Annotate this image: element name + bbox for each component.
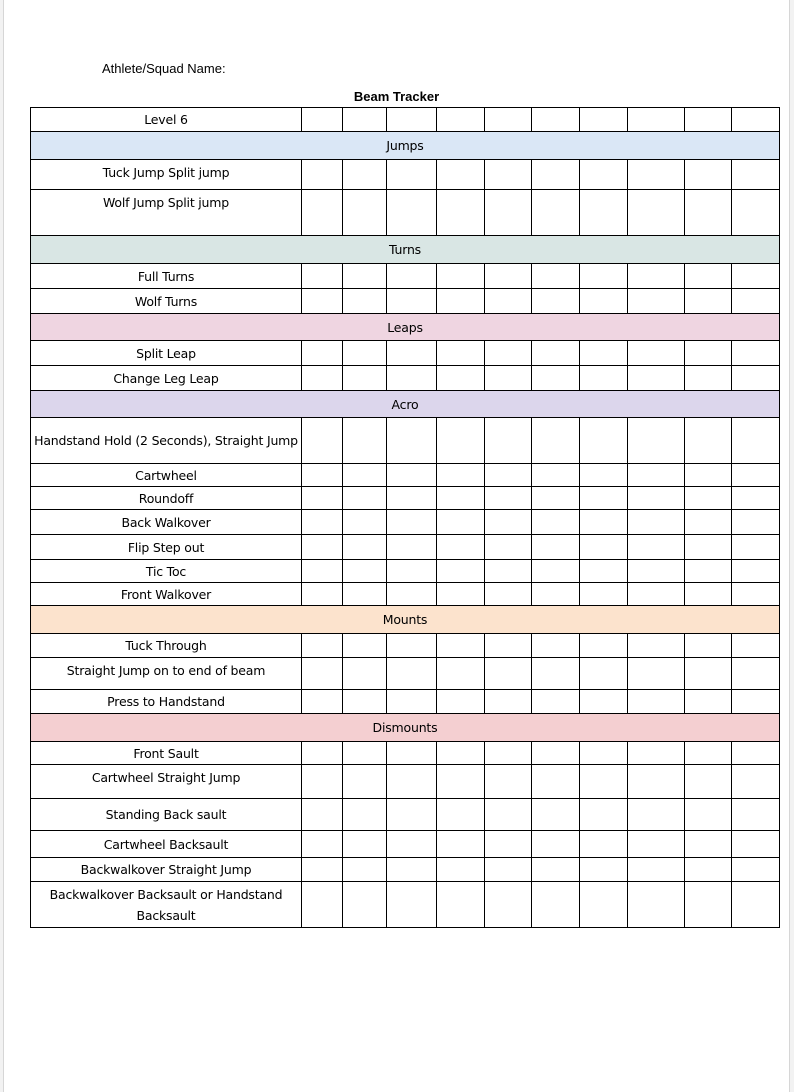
tracking-cell[interactable] [387, 418, 437, 464]
tracking-cell[interactable] [732, 634, 780, 658]
tracking-cell[interactable] [732, 742, 780, 765]
tracking-cell[interactable] [485, 690, 532, 714]
tracking-cell[interactable] [532, 560, 580, 583]
tracking-cell[interactable] [685, 190, 732, 236]
tracking-cell[interactable] [437, 560, 485, 583]
tracking-cell[interactable] [485, 658, 532, 690]
tracking-cell[interactable] [302, 690, 343, 714]
tracking-cell[interactable] [580, 765, 628, 799]
section-title-leaps: Leaps [31, 314, 780, 341]
tracking-cell[interactable] [485, 264, 532, 289]
tracking-cell[interactable] [532, 108, 580, 132]
skill-label: Cartwheel [31, 464, 302, 487]
tracking-cell[interactable] [485, 634, 532, 658]
tracking-cell[interactable] [732, 765, 780, 799]
tracking-cell[interactable] [387, 366, 437, 391]
section-title-turns: Turns [31, 236, 780, 264]
tracking-cell[interactable] [532, 658, 580, 690]
skill-label: Split Leap [31, 341, 302, 366]
tracking-cell[interactable] [437, 742, 485, 765]
skill-label: Tic Toc [31, 560, 302, 583]
tracking-cell[interactable] [387, 690, 437, 714]
tracking-cell[interactable] [628, 341, 685, 366]
tracking-cell[interactable] [580, 560, 628, 583]
tracking-cell[interactable] [628, 108, 685, 132]
tracking-cell[interactable] [302, 831, 343, 858]
tracking-cell[interactable] [485, 765, 532, 799]
tracking-cell[interactable] [532, 160, 580, 190]
tracking-cell[interactable] [302, 583, 343, 606]
tracking-cell[interactable] [628, 366, 685, 391]
tracking-cell[interactable] [732, 160, 780, 190]
section-header-turns [31, 236, 780, 264]
tracking-cell[interactable] [732, 487, 780, 510]
tracking-cell[interactable] [732, 464, 780, 487]
tracking-cell[interactable] [532, 289, 580, 314]
skill-row-backwalkover-backsault-or-handstand-backsault [31, 882, 780, 928]
skill-label: Handstand Hold (2 Seconds), Straight Jump [31, 418, 302, 464]
tracking-cell[interactable] [387, 160, 437, 190]
tracking-cell[interactable] [343, 858, 387, 882]
level-row [31, 108, 780, 132]
tracking-cell[interactable] [387, 831, 437, 858]
tracking-cell[interactable] [343, 658, 387, 690]
tracking-cell[interactable] [580, 341, 628, 366]
tracking-cell[interactable] [485, 882, 532, 928]
tracking-cell[interactable] [387, 634, 437, 658]
tracking-cell[interactable] [532, 366, 580, 391]
skill-label: Backwalkover Straight Jump [31, 858, 302, 882]
tracking-cell[interactable] [485, 831, 532, 858]
tracking-cell[interactable] [302, 190, 343, 236]
tracking-cell[interactable] [387, 341, 437, 366]
tracking-cell[interactable] [302, 289, 343, 314]
tracking-cell[interactable] [532, 535, 580, 560]
tracking-cell[interactable] [387, 535, 437, 560]
tracking-cell[interactable] [387, 799, 437, 831]
tracking-cell[interactable] [732, 858, 780, 882]
tracking-cell[interactable] [485, 487, 532, 510]
skill-label: Cartwheel Straight Jump [31, 765, 302, 799]
tracking-cell[interactable] [532, 831, 580, 858]
tracking-cell[interactable] [437, 765, 485, 799]
tracking-cell[interactable] [532, 882, 580, 928]
skill-row-front-sault [31, 742, 780, 765]
level-label: Level 6 [31, 108, 302, 132]
tracking-cell[interactable] [628, 535, 685, 560]
tracking-cell[interactable] [580, 418, 628, 464]
section-title-acro: Acro [31, 391, 780, 418]
tracking-cell[interactable] [685, 160, 732, 190]
tracking-cell[interactable] [485, 535, 532, 560]
tracking-cell[interactable] [580, 858, 628, 882]
skill-label: Back Walkover [31, 510, 302, 535]
skill-row-cartwheel-straight-jump [31, 765, 780, 799]
tracking-cell[interactable] [485, 289, 532, 314]
tracking-cell[interactable] [302, 882, 343, 928]
page-title: Beam Tracker [353, 89, 440, 104]
tracking-cell[interactable] [628, 658, 685, 690]
tracking-cell[interactable] [387, 510, 437, 535]
tracking-cell[interactable] [302, 366, 343, 391]
skill-row-back-walkover [31, 510, 780, 535]
tracking-cell[interactable] [580, 108, 628, 132]
tracking-cell[interactable] [302, 160, 343, 190]
skill-row-cartwheel [31, 464, 780, 487]
tracking-cell[interactable] [437, 535, 485, 560]
tracking-cell[interactable] [580, 510, 628, 535]
tracking-cell[interactable] [628, 264, 685, 289]
tracking-cell[interactable] [302, 341, 343, 366]
tracking-cell[interactable] [685, 658, 732, 690]
tracking-cell[interactable] [343, 765, 387, 799]
tracking-cell[interactable] [732, 341, 780, 366]
tracking-cell[interactable] [580, 658, 628, 690]
tracking-cell[interactable] [437, 690, 485, 714]
tracking-cell[interactable] [387, 560, 437, 583]
tracking-cell[interactable] [580, 366, 628, 391]
tracking-cell[interactable] [532, 765, 580, 799]
skill-row-tuck-jump-split-jump [31, 160, 780, 190]
skill-row-handstand-hold-2-seconds-straight-jump [31, 418, 780, 464]
tracking-cell[interactable] [437, 831, 485, 858]
tracking-cell[interactable] [437, 882, 485, 928]
skill-row-split-leap [31, 341, 780, 366]
tracking-cell[interactable] [387, 264, 437, 289]
tracking-cell[interactable] [485, 464, 532, 487]
tracking-cell[interactable] [628, 634, 685, 658]
tracking-cell[interactable] [343, 160, 387, 190]
tracking-cell[interactable] [387, 190, 437, 236]
tracking-cell[interactable] [387, 882, 437, 928]
tracking-cell[interactable] [343, 882, 387, 928]
tracking-cell[interactable] [532, 418, 580, 464]
tracking-cell[interactable] [343, 289, 387, 314]
tracking-cell[interactable] [437, 634, 485, 658]
tracking-cell[interactable] [580, 831, 628, 858]
tracking-cell[interactable] [628, 799, 685, 831]
skill-label: Tuck Through [31, 634, 302, 658]
tracking-cell[interactable] [532, 634, 580, 658]
tracking-cell[interactable] [628, 690, 685, 714]
tracking-cell[interactable] [437, 658, 485, 690]
tracking-cell[interactable] [343, 799, 387, 831]
tracking-cell[interactable] [628, 765, 685, 799]
tracking-cell[interactable] [437, 510, 485, 535]
tracking-cell[interactable] [685, 341, 732, 366]
tracking-cell[interactable] [343, 831, 387, 858]
section-title-jumps: Jumps [31, 132, 780, 160]
tracking-cell[interactable] [343, 560, 387, 583]
tracking-cell[interactable] [685, 487, 732, 510]
tracking-cell[interactable] [302, 560, 343, 583]
tracking-cell[interactable] [437, 366, 485, 391]
tracking-cell[interactable] [532, 341, 580, 366]
section-title-dismounts: Dismounts [31, 714, 780, 742]
tracking-cell[interactable] [685, 799, 732, 831]
tracking-cell[interactable] [302, 535, 343, 560]
tracking-cell[interactable] [485, 858, 532, 882]
tracking-cell[interactable] [580, 799, 628, 831]
tracking-cell[interactable] [628, 418, 685, 464]
tracking-cell[interactable] [685, 690, 732, 714]
tracking-cell[interactable] [732, 882, 780, 928]
tracking-cell[interactable] [685, 765, 732, 799]
tracking-cell[interactable] [437, 341, 485, 366]
tracking-cell[interactable] [628, 160, 685, 190]
tracking-cell[interactable] [628, 190, 685, 236]
tracking-cell[interactable] [685, 108, 732, 132]
tracking-cell[interactable] [485, 366, 532, 391]
skill-row-full-turns [31, 264, 780, 289]
tracking-cell[interactable] [732, 799, 780, 831]
tracking-cell[interactable] [628, 510, 685, 535]
skill-row-cartwheel-backsault [31, 831, 780, 858]
tracking-cell[interactable] [532, 858, 580, 882]
section-title-mounts: Mounts [31, 606, 780, 634]
skill-row-standing-back-sault [31, 799, 780, 831]
tracking-cell[interactable] [532, 742, 580, 765]
tracking-cell[interactable] [343, 535, 387, 560]
tracking-cell[interactable] [302, 264, 343, 289]
tracking-cell[interactable] [437, 799, 485, 831]
skill-row-backwalkover-straight-jump [31, 858, 780, 882]
tracking-cell[interactable] [387, 583, 437, 606]
tracking-cell[interactable] [685, 366, 732, 391]
skill-label: Straight Jump on to end of beam [31, 658, 302, 690]
tracking-cell[interactable] [732, 418, 780, 464]
tracking-cell[interactable] [302, 765, 343, 799]
tracking-cell[interactable] [343, 510, 387, 535]
tracking-cell[interactable] [302, 510, 343, 535]
tracking-cell[interactable] [685, 634, 732, 658]
tracking-cell[interactable] [387, 289, 437, 314]
tracking-cell[interactable] [532, 190, 580, 236]
tracking-cell[interactable] [343, 341, 387, 366]
tracking-cell[interactable] [628, 464, 685, 487]
tracking-cell[interactable] [437, 418, 485, 464]
tracking-cell[interactable] [437, 108, 485, 132]
tracking-cell[interactable] [580, 160, 628, 190]
tracking-cell[interactable] [387, 464, 437, 487]
skill-row-straight-jump-on-to-end-of-beam [31, 658, 780, 690]
tracking-cell[interactable] [580, 690, 628, 714]
tracking-cell[interactable] [343, 487, 387, 510]
skill-label: Wolf Turns [31, 289, 302, 314]
tracking-cell[interactable] [580, 190, 628, 236]
skill-row-front-walkover [31, 583, 780, 606]
tracking-cell[interactable] [685, 858, 732, 882]
tracking-cell[interactable] [485, 560, 532, 583]
tracking-cell[interactable] [685, 831, 732, 858]
tracking-cell[interactable] [685, 289, 732, 314]
tracking-cell[interactable] [532, 264, 580, 289]
tracking-cell[interactable] [343, 690, 387, 714]
tracking-cell[interactable] [437, 583, 485, 606]
tracking-cell[interactable] [343, 366, 387, 391]
tracking-cell[interactable] [685, 560, 732, 583]
tracking-cell[interactable] [437, 160, 485, 190]
tracking-cell[interactable] [628, 560, 685, 583]
tracking-cell[interactable] [628, 487, 685, 510]
tracking-cell[interactable] [628, 742, 685, 765]
tracking-cell[interactable] [532, 510, 580, 535]
tracking-cell[interactable] [685, 742, 732, 765]
section-header-leaps [31, 314, 780, 341]
tracking-cell[interactable] [485, 418, 532, 464]
skill-label: Flip Step out [31, 535, 302, 560]
tracking-cell[interactable] [387, 108, 437, 132]
tracking-cell[interactable] [580, 487, 628, 510]
tracking-cell[interactable] [628, 831, 685, 858]
tracking-cell[interactable] [732, 510, 780, 535]
skill-row-flip-step-out [31, 535, 780, 560]
skill-label: Cartwheel Backsault [31, 831, 302, 858]
document-page [3, 0, 790, 1092]
tracking-cell[interactable] [532, 487, 580, 510]
tracking-cell[interactable] [532, 799, 580, 831]
tracking-cell[interactable] [437, 858, 485, 882]
tracking-cell[interactable] [685, 882, 732, 928]
tracking-cell[interactable] [532, 583, 580, 606]
skill-row-tic-toc [31, 560, 780, 583]
tracking-cell[interactable] [302, 742, 343, 765]
skill-label: Tuck Jump Split jump [31, 160, 302, 190]
section-header-mounts [31, 606, 780, 634]
tracking-cell[interactable] [580, 583, 628, 606]
tracking-cell[interactable] [732, 190, 780, 236]
tracking-cell[interactable] [437, 289, 485, 314]
tracking-cell[interactable] [387, 765, 437, 799]
tracking-cell[interactable] [732, 366, 780, 391]
tracking-cell[interactable] [628, 289, 685, 314]
section-header-jumps [31, 132, 780, 160]
tracking-cell[interactable] [580, 535, 628, 560]
tracking-cell[interactable] [685, 418, 732, 464]
section-header-acro [31, 391, 780, 418]
tracking-cell[interactable] [685, 583, 732, 606]
skill-row-tuck-through [31, 634, 780, 658]
tracking-cell[interactable] [302, 858, 343, 882]
tracking-cell[interactable] [302, 464, 343, 487]
tracking-cell[interactable] [732, 831, 780, 858]
skill-row-wolf-turns [31, 289, 780, 314]
skill-label: Standing Back sault [31, 799, 302, 831]
skill-label: Roundoff [31, 487, 302, 510]
tracking-cell[interactable] [387, 742, 437, 765]
skill-label: Wolf Jump Split jump [31, 190, 302, 236]
tracking-cell[interactable] [387, 658, 437, 690]
tracking-cell[interactable] [580, 742, 628, 765]
tracking-cell[interactable] [485, 190, 532, 236]
tracking-cell[interactable] [580, 882, 628, 928]
tracking-cell[interactable] [732, 583, 780, 606]
tracking-cell[interactable] [532, 464, 580, 487]
tracking-cell[interactable] [685, 535, 732, 560]
tracking-cell[interactable] [732, 560, 780, 583]
tracking-cell[interactable] [580, 634, 628, 658]
tracking-cell[interactable] [485, 510, 532, 535]
tracking-cell[interactable] [437, 487, 485, 510]
tracking-cell[interactable] [732, 108, 780, 132]
beam-tracker-table [30, 107, 780, 928]
tracking-cell[interactable] [343, 264, 387, 289]
skill-label: Change Leg Leap [31, 366, 302, 391]
tracking-cell[interactable] [732, 535, 780, 560]
skill-row-wolf-jump-split-jump [31, 190, 780, 236]
tracking-cell[interactable] [343, 583, 387, 606]
tracking-cell[interactable] [580, 289, 628, 314]
tracking-cell[interactable] [580, 464, 628, 487]
tracking-cell[interactable] [343, 464, 387, 487]
tracking-cell[interactable] [485, 799, 532, 831]
tracking-cell[interactable] [580, 264, 628, 289]
tracking-cell[interactable] [302, 658, 343, 690]
tracking-cell[interactable] [343, 418, 387, 464]
tracking-cell[interactable] [732, 264, 780, 289]
skill-row-roundoff [31, 487, 780, 510]
tracking-cell[interactable] [343, 190, 387, 236]
skill-row-change-leg-leap [31, 366, 780, 391]
tracking-cell[interactable] [685, 464, 732, 487]
tracking-cell[interactable] [343, 634, 387, 658]
tracking-cell[interactable] [302, 487, 343, 510]
tracking-cell[interactable] [732, 658, 780, 690]
tracking-cell[interactable] [628, 882, 685, 928]
section-header-dismounts [31, 714, 780, 742]
tracking-cell[interactable] [628, 583, 685, 606]
tracking-cell[interactable] [685, 264, 732, 289]
tracking-cell[interactable] [302, 634, 343, 658]
skill-label: Backwalkover Backsault or Handstand Backsault [31, 882, 302, 928]
skill-label: Front Walkover [31, 583, 302, 606]
tracking-cell[interactable] [302, 418, 343, 464]
skill-label: Front Sault [31, 742, 302, 765]
tracking-cell[interactable] [485, 341, 532, 366]
tracking-cell[interactable] [302, 108, 343, 132]
tracking-cell[interactable] [485, 583, 532, 606]
tracking-cell[interactable] [732, 690, 780, 714]
tracking-cell[interactable] [532, 690, 580, 714]
skill-row-press-to-handstand [31, 690, 780, 714]
skill-label: Press to Handstand [31, 690, 302, 714]
tracking-cell[interactable] [685, 510, 732, 535]
tracking-cell[interactable] [343, 108, 387, 132]
tracking-cell[interactable] [732, 289, 780, 314]
tracking-cell[interactable] [302, 799, 343, 831]
tracking-cell[interactable] [437, 190, 485, 236]
skill-label: Full Turns [31, 264, 302, 289]
tracking-cell[interactable] [437, 264, 485, 289]
athlete-squad-name-label: Athlete/Squad Name: [102, 61, 226, 76]
tracking-cell[interactable] [387, 858, 437, 882]
tracking-cell[interactable] [485, 108, 532, 132]
tracking-cell[interactable] [387, 487, 437, 510]
tracking-cell[interactable] [628, 858, 685, 882]
tracking-cell[interactable] [343, 742, 387, 765]
tracking-cell[interactable] [485, 160, 532, 190]
tracking-cell[interactable] [437, 464, 485, 487]
tracking-cell[interactable] [485, 742, 532, 765]
